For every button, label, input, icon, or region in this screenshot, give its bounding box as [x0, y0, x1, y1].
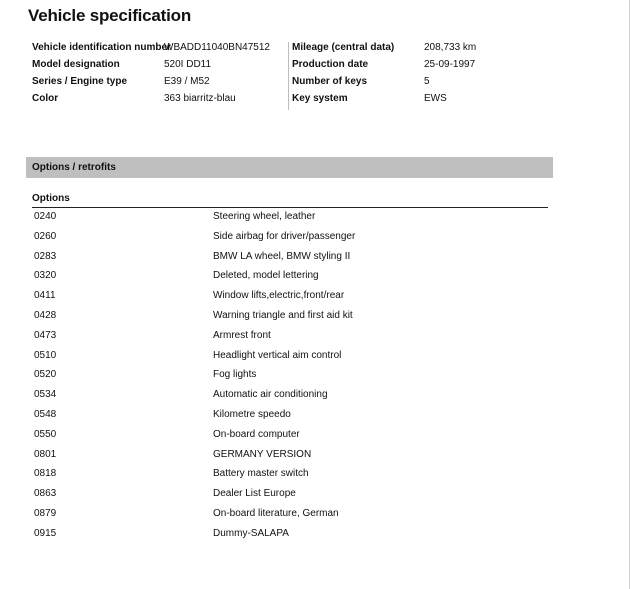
- option-description: Headlight vertical aim control: [213, 349, 342, 361]
- option-code: 0320: [34, 270, 57, 282]
- option-code: 0283: [34, 250, 57, 262]
- option-code: 0473: [34, 329, 57, 341]
- option-code: 0260: [34, 230, 57, 242]
- option-code: 0240: [34, 211, 57, 222]
- spec-value: 208,733 km: [424, 42, 477, 53]
- option-code: 0550: [34, 428, 57, 440]
- spec-label: Model designation: [32, 59, 120, 70]
- spec-value: EWS: [424, 93, 447, 104]
- option-code: 0548: [34, 409, 57, 420]
- option-description: Warning triangle and first aid kit: [213, 310, 353, 321]
- option-code: 0863: [34, 488, 57, 500]
- spec-label: Mileage (central data): [292, 42, 395, 53]
- option-code: 0520: [34, 369, 57, 381]
- page-title: Vehicle specification: [28, 6, 192, 25]
- option-description: Battery master switch: [213, 468, 309, 480]
- option-description: Window lifts,electric,front/rear: [213, 290, 345, 302]
- option-code: 0818: [34, 468, 57, 480]
- spec-label: Production date: [292, 59, 369, 70]
- option-description: Fog lights: [213, 369, 257, 381]
- spec-value: WBADD11040BN47512: [164, 42, 270, 53]
- spec-column-divider: [288, 42, 289, 110]
- spec-label: Series / Engine type: [32, 76, 128, 87]
- spec-value: 520I DD11: [164, 59, 212, 70]
- option-description: On-board literature, German: [213, 508, 339, 519]
- option-code: 0428: [34, 310, 57, 321]
- option-description: On-board computer: [213, 428, 300, 440]
- option-description: Deleted, model lettering: [213, 270, 319, 282]
- spec-value: 363 biarritz-blau: [164, 93, 236, 104]
- option-code: 0510: [34, 349, 57, 361]
- option-description: BMW LA wheel, BMW styling II: [213, 250, 351, 262]
- option-description: Steering wheel, leather: [213, 211, 316, 222]
- option-code: 0534: [34, 389, 57, 401]
- option-code: 0801: [34, 448, 57, 460]
- option-description: Dealer List Europe: [213, 488, 296, 500]
- spec-value: E39 / M52: [164, 76, 210, 87]
- options-header-rule: [32, 207, 548, 208]
- option-description: Armrest front: [213, 329, 271, 341]
- spec-value: 5: [424, 76, 430, 87]
- option-description: Dummy-SALAPA: [213, 527, 289, 539]
- spec-label: Number of keys: [292, 76, 368, 87]
- options-title: Options: [32, 193, 70, 204]
- spec-label: Color: [32, 93, 59, 104]
- option-code: 0915: [34, 527, 57, 539]
- spec-label: Vehicle identification number: [32, 42, 171, 53]
- option-description: Kilometre speedo: [213, 409, 291, 420]
- option-code: 0411: [34, 290, 56, 302]
- option-description: GERMANY VERSION: [213, 448, 312, 460]
- spec-label: Key system: [292, 93, 348, 104]
- spec-value: 25-09-1997: [424, 59, 476, 70]
- option-description: Side airbag for driver/passenger: [213, 230, 356, 242]
- option-description: Automatic air conditioning: [213, 389, 328, 401]
- option-code: 0879: [34, 508, 57, 519]
- section-header-options-retrofits: Options / retrofits: [26, 157, 553, 178]
